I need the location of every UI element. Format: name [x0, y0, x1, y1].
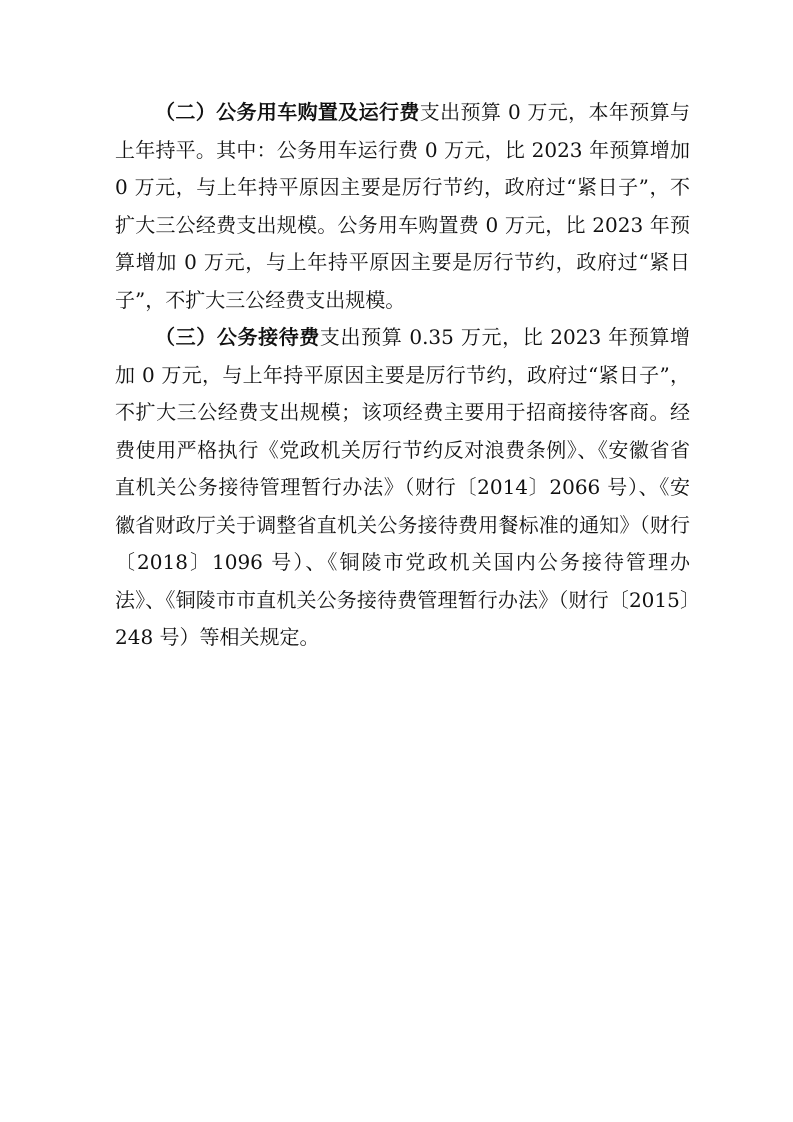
paragraph-heading: （二）公务用车购置及运行费 — [155, 100, 420, 124]
paragraph-text: 支出预算 0 万元，本年预算与上年持平。其中：公务用车运行费 0 万元，比 2023 年预算增加 0 万元，与上年持平原因主要是厉行节约，政府过“紧日子”，不扩大三公经费支出规模。公务用车购置费 0 万元，比 2023 年预算增加 0 万元，与上年持平原因主要是厉行节约，政府过“紧日子”，不扩大三公经费支出规模。 — [115, 100, 690, 312]
paragraph-vehicle-expenses — [115, 94, 690, 319]
paragraph-heading: （三）公务接待费 — [155, 325, 320, 349]
paragraph-text: 支出预算 0.35 万元，比 2023 年预算增加 0 万元，与上年持平原因主要是厉行节约，政府过“紧日子”，不扩大三公经费支出规模；该项经费主要用于招商接待客商。经费使用严格执行《党政机关厉行节约反对浪费条例》、《安徽省省直机关公务接待管理暂行办法》（财行〔2014〕2066 号）、《安徽省财政厅关于调整省直机关公务接待费用餐标准的通知》（财行〔2018〕1096 号）、《铜陵市党政机关国内公务接待管理办法》、《铜陵市市直机关公务接待费管理暂行办法》（财行〔2015〕248 号）等相关规定。 — [115, 325, 691, 649]
document-body — [115, 94, 690, 657]
paragraph-reception-expenses — [115, 319, 690, 657]
